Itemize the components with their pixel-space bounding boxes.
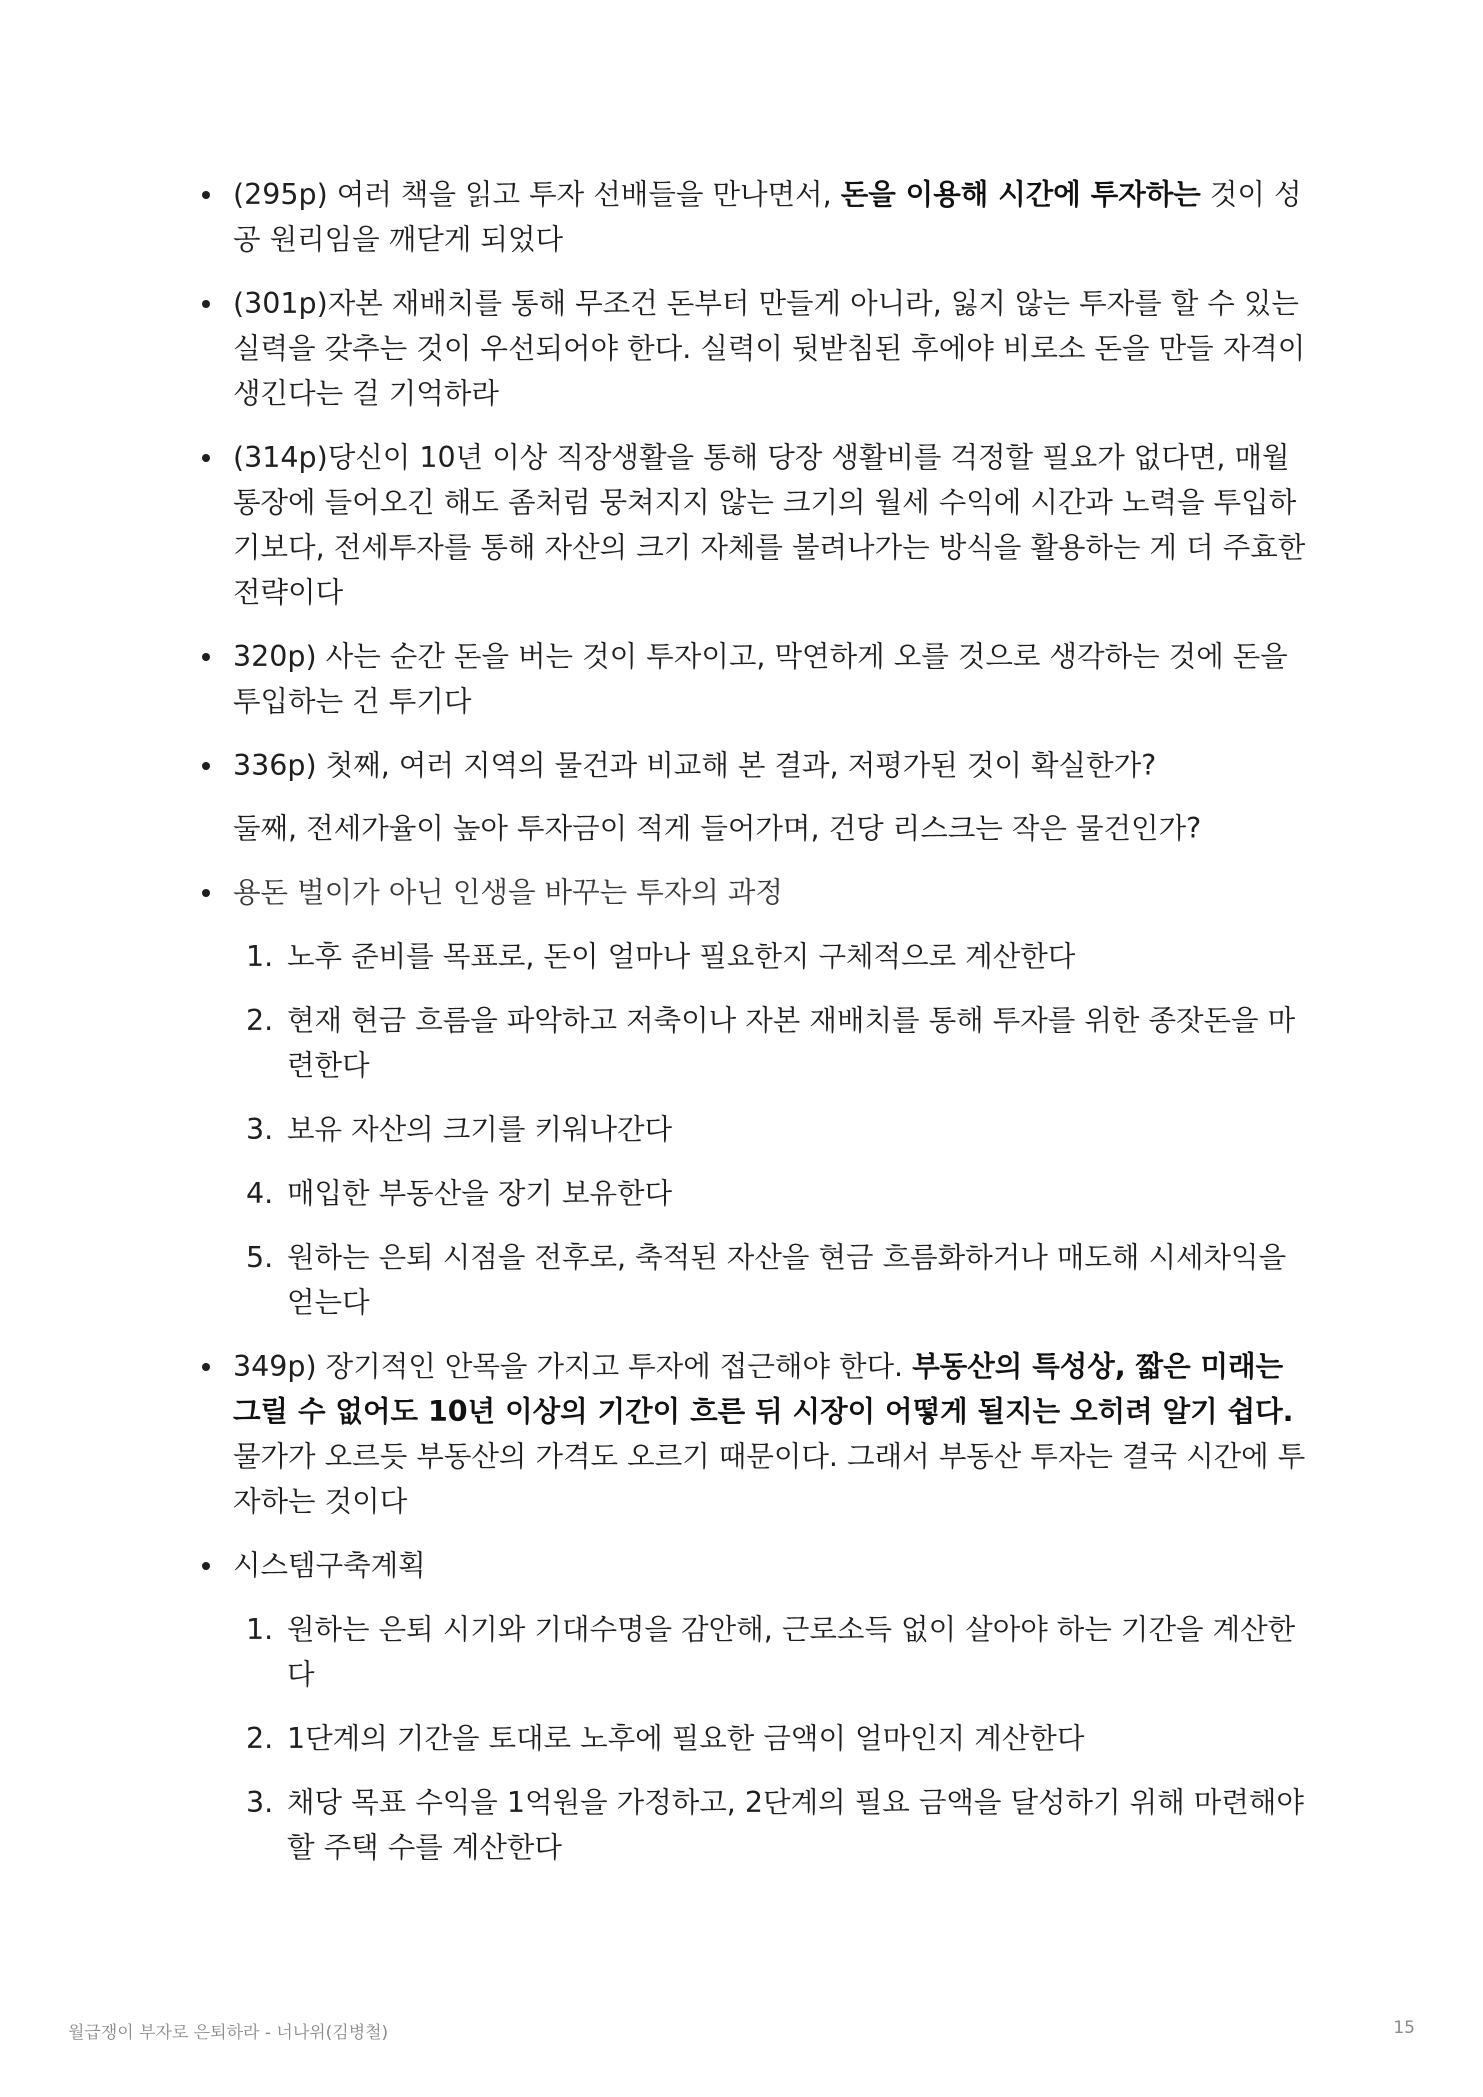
item-text: 349p) 장기적인 안목을 가지고 투자에 접근해야 한다. (233, 1350, 913, 1383)
document-body (193, 172, 1313, 1889)
numbered-item (233, 998, 1313, 1088)
numbered-item (233, 1107, 1313, 1152)
step-number: 2. (246, 1004, 274, 1037)
footer-title: 월급쟁이 부자로 은퇴하라 - 너나위(김병철) (68, 2023, 389, 2043)
list-item (193, 1543, 1313, 1870)
step-number: 1. (246, 940, 274, 973)
step-number: 1. (246, 1613, 274, 1646)
step-number: 2. (246, 1722, 274, 1755)
step-number: 3. (246, 1113, 274, 1146)
step-text: 보유 자산의 크기를 키워나간다 (287, 1113, 673, 1146)
numbered-item (233, 934, 1313, 979)
item-bold-text: 부동산의 특성상, 짧은 미래는 그릴 수 없어도 10년 이상의 기간이 흐른 뒤 시장이 어떻게 될지는 오히려 알기 쉽다. (233, 1350, 1294, 1428)
numbered-item (233, 1235, 1313, 1325)
list-item (193, 634, 1313, 724)
item-heading: 시스템구축계획 (233, 1549, 426, 1582)
item-text: (314p)당신이 10년 이상 직장생활을 통해 당장 생활비를 걱정할 필요가 없다면, 매월 통장에 들어오긴 해도 좀처럼 뭉쳐지지 않는 크기의 월세 수익에 시간과 노력을 투입하기보다, 전세투자를 통해 자산의 크기 자체를 불려나가는 방식을 활용하는 게 더 주효한 전략이다 (233, 441, 1306, 609)
step-number: 3. (246, 1786, 274, 1819)
list-item (193, 870, 1313, 1325)
step-text: 현재 현금 흐름을 파악하고 저축이나 자본 재배치를 통해 투자를 위한 종잣돈을 마련한다 (287, 1004, 1296, 1082)
step-text: 채당 목표 수익을 1억원을 가정하고, 2단계의 필요 금액을 달성하기 위해 마련해야 할 주택 수를 계산한다 (287, 1786, 1304, 1864)
numbered-item (233, 1716, 1313, 1761)
list-item (193, 743, 1313, 851)
step-text: 원하는 은퇴 시기와 기대수명을 감안해, 근로소득 없이 살아야 하는 기간을 계산한다 (287, 1613, 1296, 1691)
list-item (193, 435, 1313, 615)
step-text: 매입한 부동산을 장기 보유한다 (287, 1177, 673, 1210)
numbered-list (233, 934, 1313, 1325)
step-text: 노후 준비를 목표로, 돈이 얼마나 필요한지 구체적으로 계산한다 (287, 940, 1076, 973)
item-text: 336p) 첫째, 여러 지역의 물건과 비교해 본 결과, 저평가된 것이 확실한가? (233, 749, 1157, 782)
step-text: 원하는 은퇴 시점을 전후로, 축적된 자산을 현금 흐름화하거나 매도해 시세차익을 얻는다 (287, 1241, 1287, 1319)
numbered-item (233, 1171, 1313, 1216)
item-text: 320p) 사는 순간 돈을 버는 것이 투자이고, 막연하게 오를 것으로 생각하는 것에 돈을 투입하는 건 투기다 (233, 640, 1288, 718)
item-text: (295p) 여러 책을 읽고 투자 선배들을 만나면서, (233, 178, 841, 211)
step-number: 4. (246, 1177, 274, 1210)
numbered-item (233, 1780, 1313, 1870)
numbered-list (233, 1607, 1313, 1870)
list-item (193, 1344, 1313, 1524)
list-item (193, 172, 1313, 262)
item-text: (301p)자본 재배치를 통해 무조건 돈부터 만들게 아니라, 잃지 않는 투자를 할 수 있는 실력을 갖추는 것이 우선되어야 한다. 실력이 뒷받침된 후에야 비로소 돈을 만들 자격이 생긴다는 걸 기억하라 (233, 287, 1306, 410)
item-text: 것이 성공 원리임을 깨닫게 되었다 (233, 178, 1302, 256)
item-text: 물가가 오르듯 부동산의 가격도 오르기 때문이다. 그래서 부동산 투자는 결국 시간에 투자하는 것이다 (233, 1440, 1306, 1518)
numbered-item (233, 1607, 1313, 1697)
list-item (193, 281, 1313, 416)
step-number: 5. (246, 1241, 274, 1274)
page-footer (68, 2018, 1415, 2043)
item-bold-text: 돈을 이용해 시간에 투자하는 (840, 178, 1201, 211)
step-text: 1단계의 기간을 토대로 노후에 필요한 금액이 얼마인지 계산한다 (287, 1722, 1085, 1755)
item-continuation: 둘째, 전세가율이 높아 투자금이 적게 들어가며, 건당 리스크는 작은 물건인가? (233, 812, 1202, 845)
bullet-list (193, 172, 1313, 1870)
page-number: 15 (1393, 2018, 1415, 2038)
item-heading: 용돈 벌이가 아닌 인생을 바꾸는 투자의 과정 (233, 876, 783, 909)
